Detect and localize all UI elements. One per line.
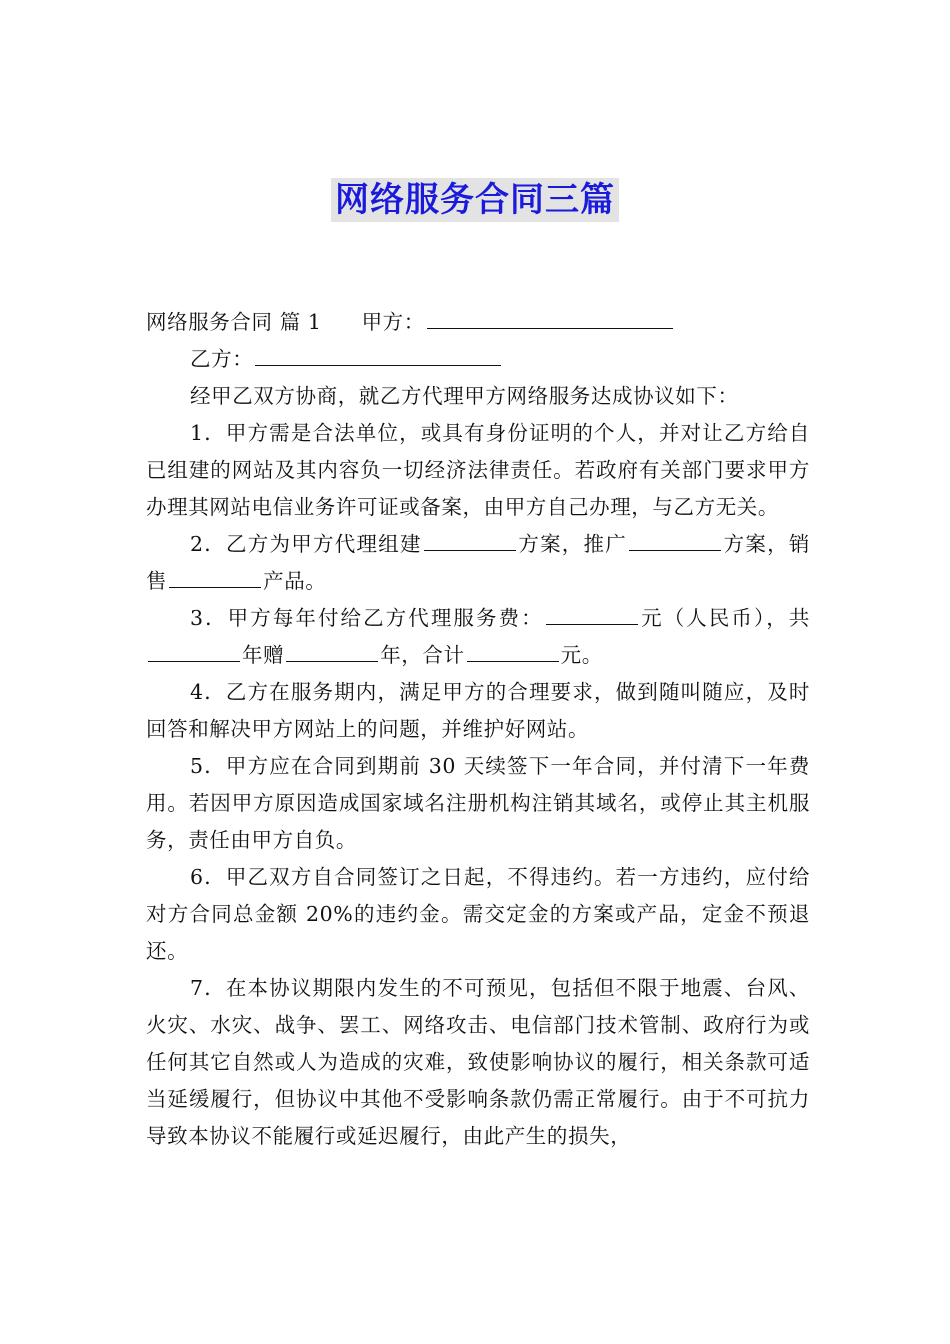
- party-b-label: 乙方：: [190, 347, 254, 371]
- clause-2-part-1: 2．乙方为甲方代理组建: [190, 532, 422, 556]
- clause-4: 4．乙方在服务期内，满足甲方的合理要求，做到随叫随应，及时回答和解决甲方网站上的问题，并维护好网站。: [146, 680, 810, 741]
- clause-3-blank-1: [546, 602, 638, 625]
- clause-5: 5．甲方应在合同到期前 30 天续签下一年合同，并付清下一年费用。若因甲方原因造成国家域名注册机构注销其域名，或停止其主机服务，责任由甲方自负。: [146, 754, 810, 852]
- clause-2: [146, 526, 810, 600]
- clause-3-blank-4: [467, 639, 559, 662]
- clause-3-blank-3: [286, 639, 378, 662]
- clause-7: 7．在本协议期限内发生的不可预见，包括但不限于地震、台风、火灾、水灾、战争、罢工、网络攻击、电信部门技术管制、政府行为或任何其它自然或人为造成的灾难，致使影响协议的履行，相关条款可适当延缓履行，但协议中其他不受影响条款仍需正常履行。由于不可抗力导致本协议不能履行或延迟履行，由此产生的损失，: [146, 976, 810, 1148]
- title-container: [0, 178, 950, 222]
- clause-3-part-1: 3．甲方每年付给乙方代理服务费：: [190, 606, 544, 630]
- clause-3: [146, 600, 810, 674]
- heading-line: [146, 304, 810, 341]
- clause-2-blank-1: [424, 528, 516, 551]
- party-a-blank: [427, 306, 673, 329]
- clause-3-blank-2: [148, 639, 240, 662]
- section-heading: 网络服务合同 篇 1: [146, 310, 322, 334]
- document-body: [146, 304, 810, 1155]
- document-title: 网络服务合同三篇: [331, 178, 619, 222]
- party-b-blank: [255, 343, 501, 366]
- intro-paragraph: 经甲乙双方协商，就乙方代理甲方网络服务达成协议如下：: [190, 384, 739, 408]
- party-b-line: [146, 341, 810, 378]
- clause-3-part-4: 年，合计: [380, 643, 465, 667]
- clause-1: 1．甲方需是合法单位，或具有身份证明的个人，并对让乙方给自已组建的网站及其内容负一切经济法律责任。若政府有关部门要求甲方办理其网站电信业务许可证或备案，由甲方自己办理，与乙方无关。: [146, 421, 810, 519]
- clause-3-part-5: 元。: [560, 643, 603, 667]
- clause-3-part-2: 元（人民币），共: [639, 606, 810, 630]
- party-a-label: 甲方：: [361, 310, 425, 334]
- clause-2-part-3: 方案，销售: [146, 532, 810, 593]
- clause-3-part-3: 年赠: [242, 643, 285, 667]
- clause-6: 6．甲乙双方自合同签订之日起，不得违约。若一方违约，应付给对方合同总金额 20%的违约金。需交定金的方案或产品，定金不预退还。: [146, 865, 810, 963]
- clause-2-part-4: 产品。: [263, 569, 327, 593]
- clause-2-blank-3: [169, 565, 261, 588]
- clause-2-blank-2: [629, 528, 721, 551]
- clause-2-part-2: 方案，推广: [517, 532, 628, 556]
